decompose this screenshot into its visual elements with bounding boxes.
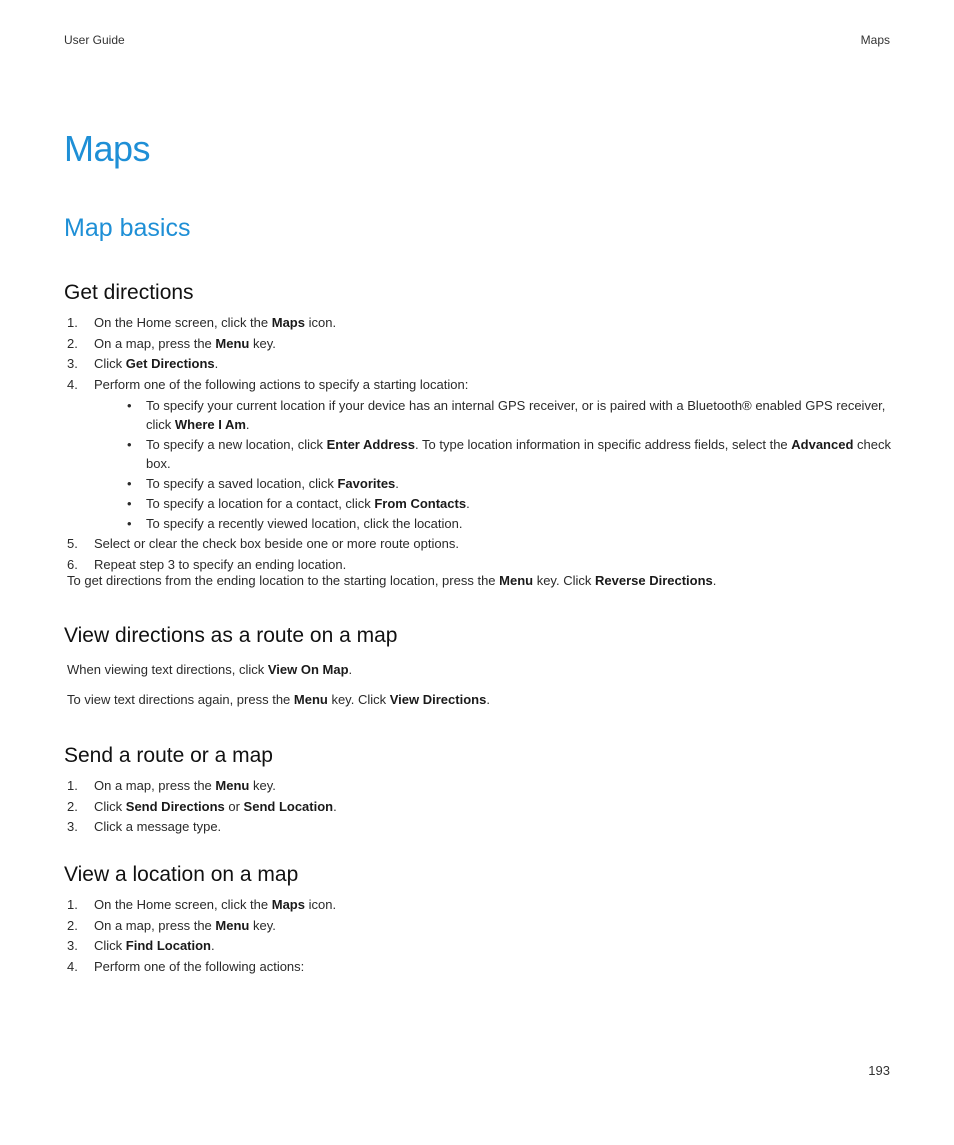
list-item: 3. Click Find Location. xyxy=(67,938,215,953)
page-number: 193 xyxy=(868,1063,890,1078)
bullet-item: • To specify a new location, click Enter Address. To type location information in specific address fields, select the Advanced check box. xyxy=(127,437,891,471)
heading-view-route: View directions as a route on a map xyxy=(64,624,398,647)
list-item: 3. Click Get Directions. xyxy=(67,356,219,371)
heading-view-location: View a location on a map xyxy=(64,863,299,886)
list-item: 5. Select or clear the check box beside one or more route options. xyxy=(67,536,459,551)
page-title: Maps xyxy=(64,128,151,169)
list-item: 1. On a map, press the Menu key. xyxy=(67,778,276,793)
send-route-steps xyxy=(64,776,894,838)
heading-send-route: Send a route or a map xyxy=(64,744,273,767)
heading-get-directions: Get directions xyxy=(64,281,194,304)
bullet-item: • To specify a recently viewed location, click the location. xyxy=(127,516,463,531)
bullet-item: • To specify a location for a contact, click From Contacts. xyxy=(127,496,470,511)
list-item: 2. On a map, press the Menu key. xyxy=(67,917,276,933)
view-route-para-2: To view text directions again, press the Menu key. Click View Directions. xyxy=(67,692,490,707)
list-item: 1. On the Home screen, click the Maps icon. xyxy=(67,315,337,330)
list-item: 4. Perform one of the following actions: xyxy=(67,958,305,974)
list-item: 6. Repeat step 3 to specify an ending location. xyxy=(67,556,347,572)
get-directions-steps xyxy=(64,313,894,575)
running-header-right: Maps xyxy=(860,33,890,47)
bullet-item: • To specify a saved location, click Favorites. xyxy=(127,476,399,491)
list-item: 2. Click Send Directions or Send Location. xyxy=(67,798,337,814)
running-header-left: User Guide xyxy=(64,33,125,47)
list-item: 2. On a map, press the Menu key. xyxy=(67,335,276,351)
view-route-para-1: When viewing text directions, click View On Map. xyxy=(67,662,353,677)
get-directions-note: To get directions from the ending location to the starting location, press the Menu key. Click Reverse Directions. xyxy=(67,573,717,588)
section-title: Map basics xyxy=(64,214,191,242)
list-item: 3. Click a message type. xyxy=(67,819,222,834)
list-item: 1. On the Home screen, click the Maps icon. xyxy=(67,897,337,912)
bullet-item: • To specify your current location if your device has an internal GPS receiver, or is paired with a Bluetooth® enabled GPS receiver, click Where I Am. xyxy=(127,398,886,432)
list-item: 4. Perform one of the following actions to specify a starting location: • To specify your current location if your device has an internal GPS receiver, or is paired with a Bluetooth® enabled GPS receiver, click Where I Am. • To specify a new location, click Enter Address. To type location information in specific address fields, select the Advanced check box. • To specify a saved location, click Favorites. • To specify a location for a contact, click From Contacts. • To specify a recently viewed location, click the location. xyxy=(64,375,894,534)
view-location-steps xyxy=(64,895,894,977)
